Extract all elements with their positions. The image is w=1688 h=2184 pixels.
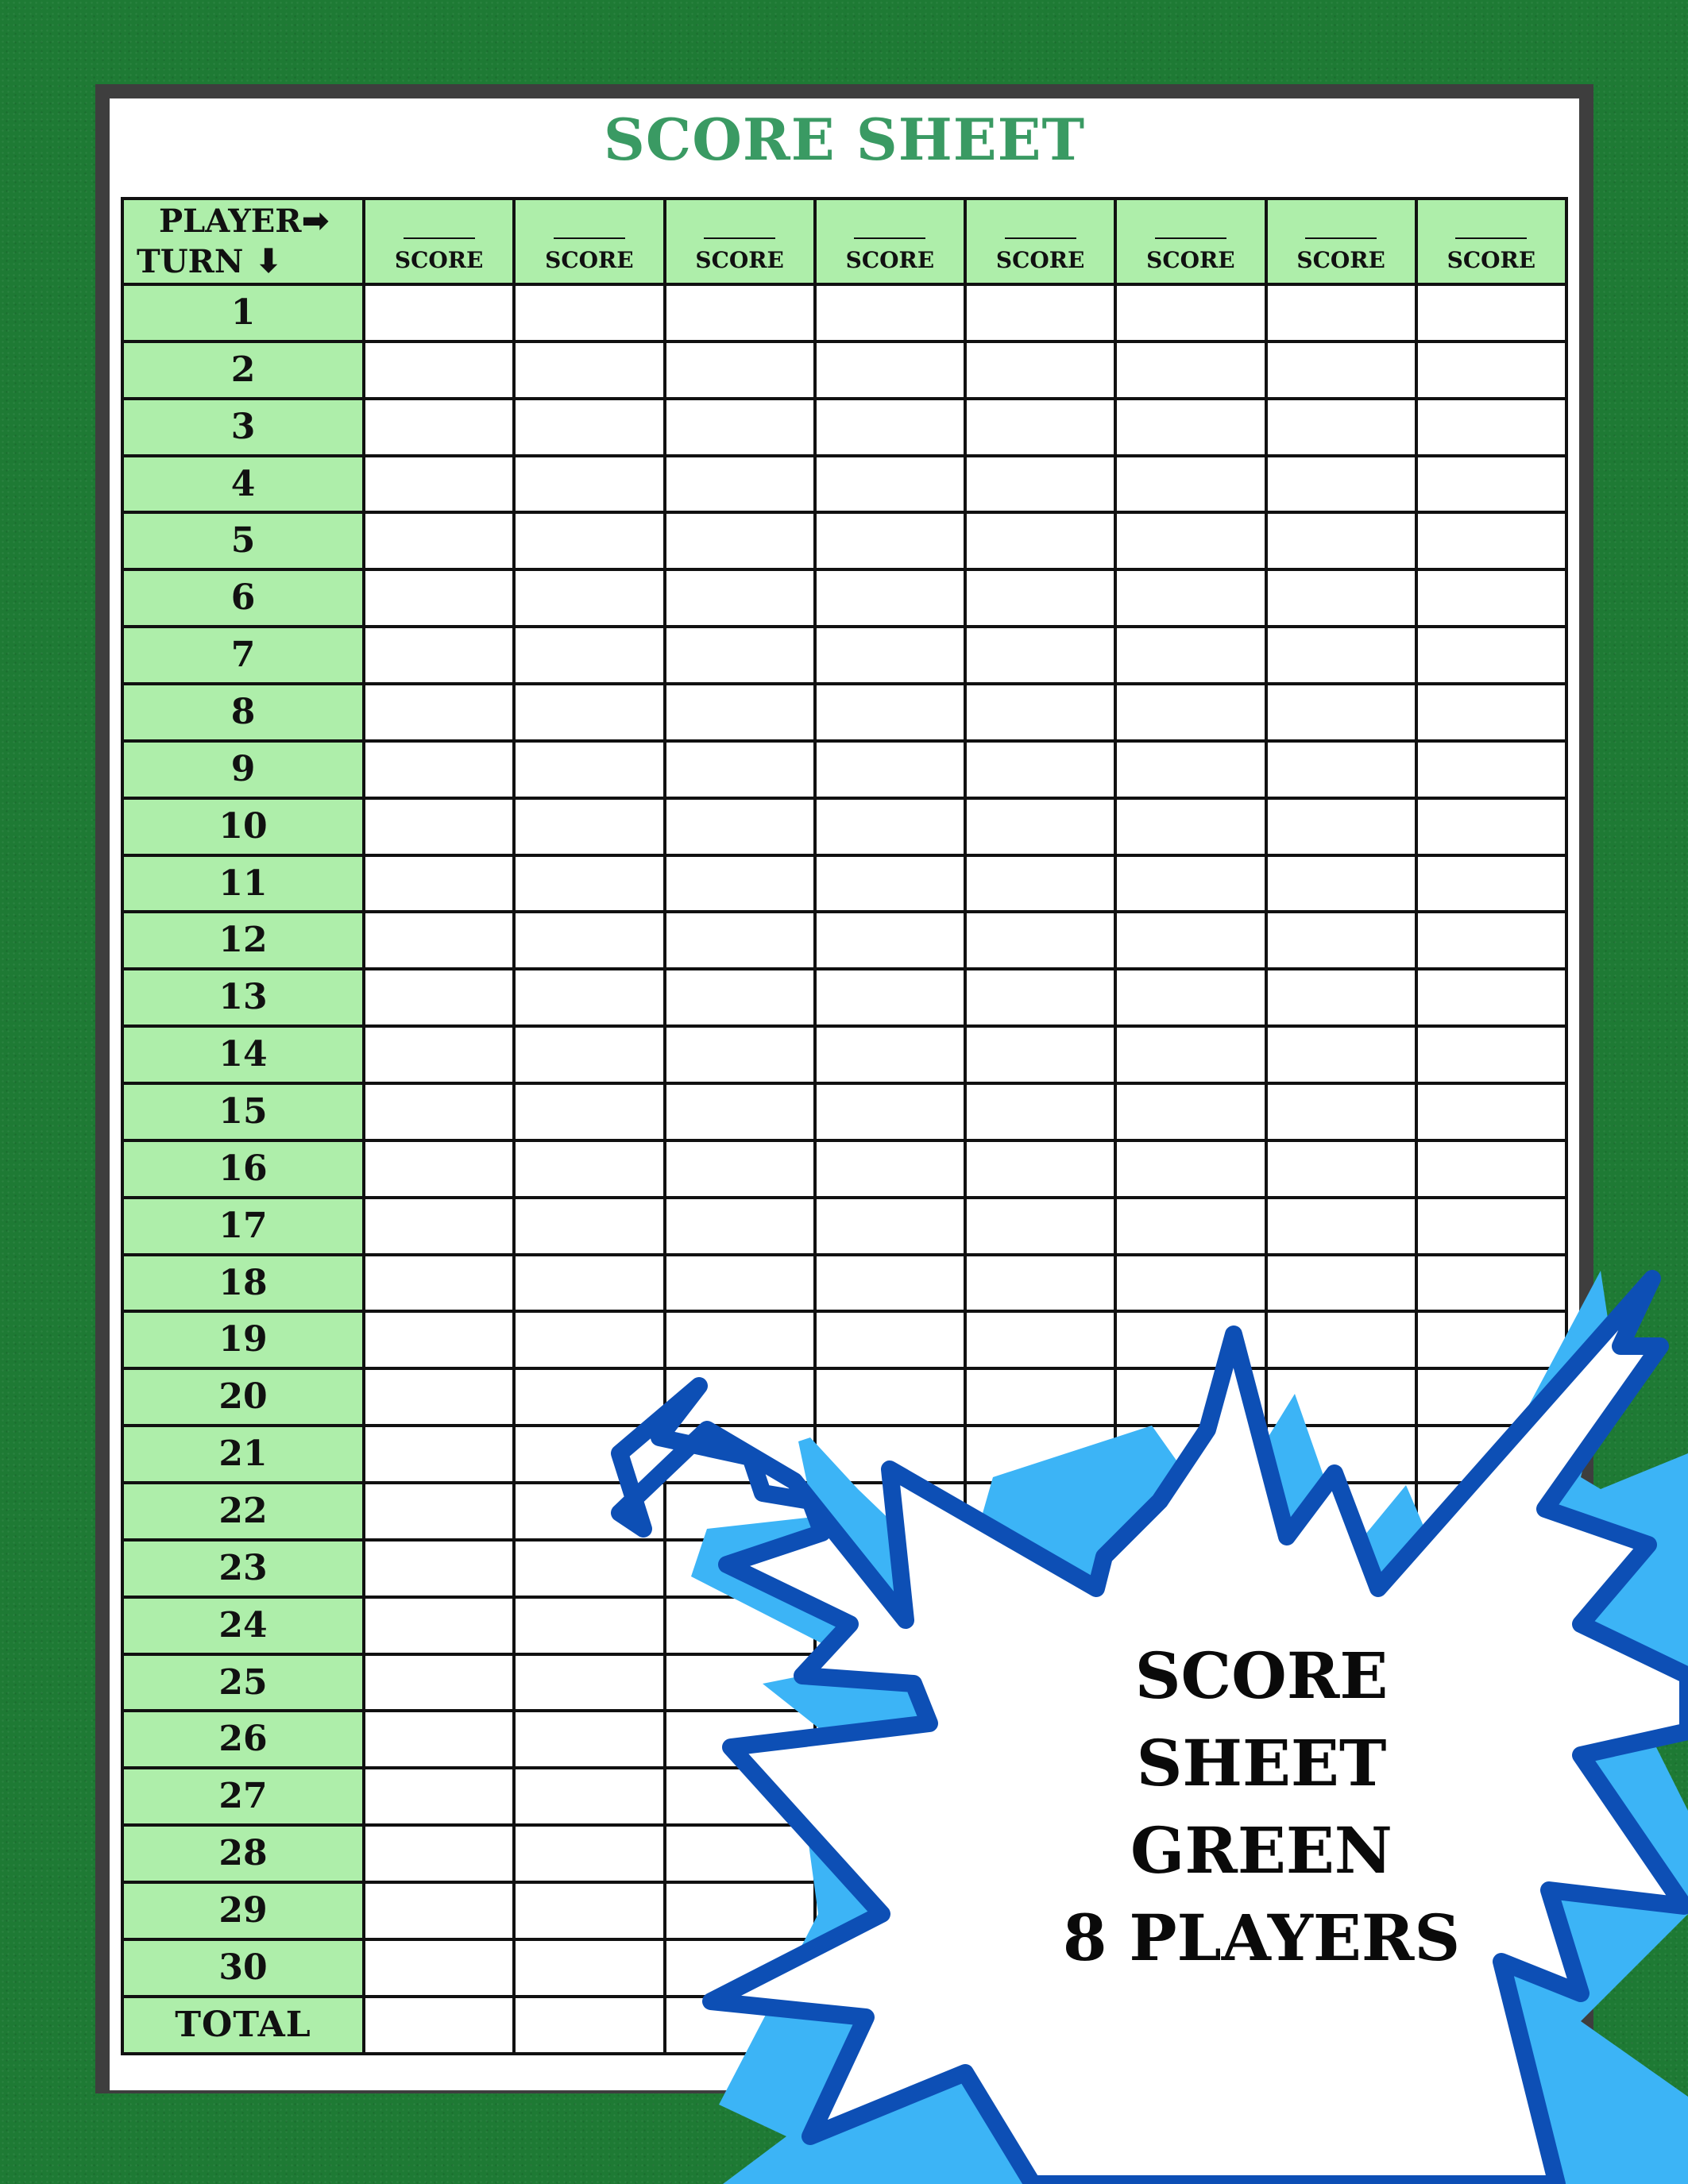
- score-label: SCORE: [845, 247, 935, 273]
- score-label: SCORE: [1447, 247, 1536, 273]
- score-label: SCORE: [545, 247, 634, 273]
- player-label: PLAYER: [159, 203, 302, 240]
- turn-number: 25: [122, 1654, 364, 1711]
- turn-number: 6: [122, 569, 364, 627]
- turn-number: 30: [122, 1939, 364, 1997]
- turn-number: 15: [122, 1083, 364, 1140]
- turn-number: 13: [122, 969, 364, 1026]
- turn-number: 3: [122, 399, 364, 456]
- page-title: SCORE SHEET: [603, 106, 1086, 173]
- turn-number: 11: [122, 855, 364, 913]
- badge-line-2: SHEET: [1136, 1726, 1387, 1800]
- turn-number: 8: [122, 684, 364, 741]
- turn-number: 21: [122, 1426, 364, 1483]
- score-label: SCORE: [995, 247, 1085, 273]
- total-label: TOTAL: [122, 1997, 364, 2054]
- score-label: SCORE: [1146, 247, 1235, 273]
- turn-number: 28: [122, 1825, 364, 1882]
- turn-number: 7: [122, 627, 364, 684]
- turn-number: 18: [122, 1255, 364, 1312]
- turn-number: 10: [122, 798, 364, 855]
- score-label: SCORE: [394, 247, 484, 273]
- turn-number: 19: [122, 1311, 364, 1368]
- badge-line-4: 8 PLAYERS: [1062, 1900, 1461, 1975]
- turn-number: 1: [122, 284, 364, 341]
- turn-number: 29: [122, 1882, 364, 1939]
- turn-number: 4: [122, 456, 364, 513]
- turn-number: 16: [122, 1140, 364, 1198]
- turn-number: 20: [122, 1368, 364, 1426]
- turn-number: 5: [122, 512, 364, 569]
- turn-number: 17: [122, 1198, 364, 1255]
- turn-number: 12: [122, 912, 364, 969]
- turn-number: 27: [122, 1768, 364, 1825]
- score-label: SCORE: [1296, 247, 1385, 273]
- score-label: SCORE: [695, 247, 784, 273]
- badge-line-1: SCORE: [1134, 1638, 1389, 1713]
- turn-number: 26: [122, 1711, 364, 1768]
- turn-number: 14: [122, 1026, 364, 1083]
- arrow-down-icon: ⬇: [254, 241, 283, 280]
- turn-number: 22: [122, 1483, 364, 1540]
- turn-number: 24: [122, 1597, 364, 1654]
- badge-line-3: GREEN: [1130, 1813, 1393, 1888]
- turn-number: 9: [122, 741, 364, 798]
- turn-label: TURN: [137, 243, 244, 280]
- arrow-right-icon: ➡: [301, 201, 330, 240]
- turn-number: 2: [122, 341, 364, 399]
- turn-number: 23: [122, 1540, 364, 1597]
